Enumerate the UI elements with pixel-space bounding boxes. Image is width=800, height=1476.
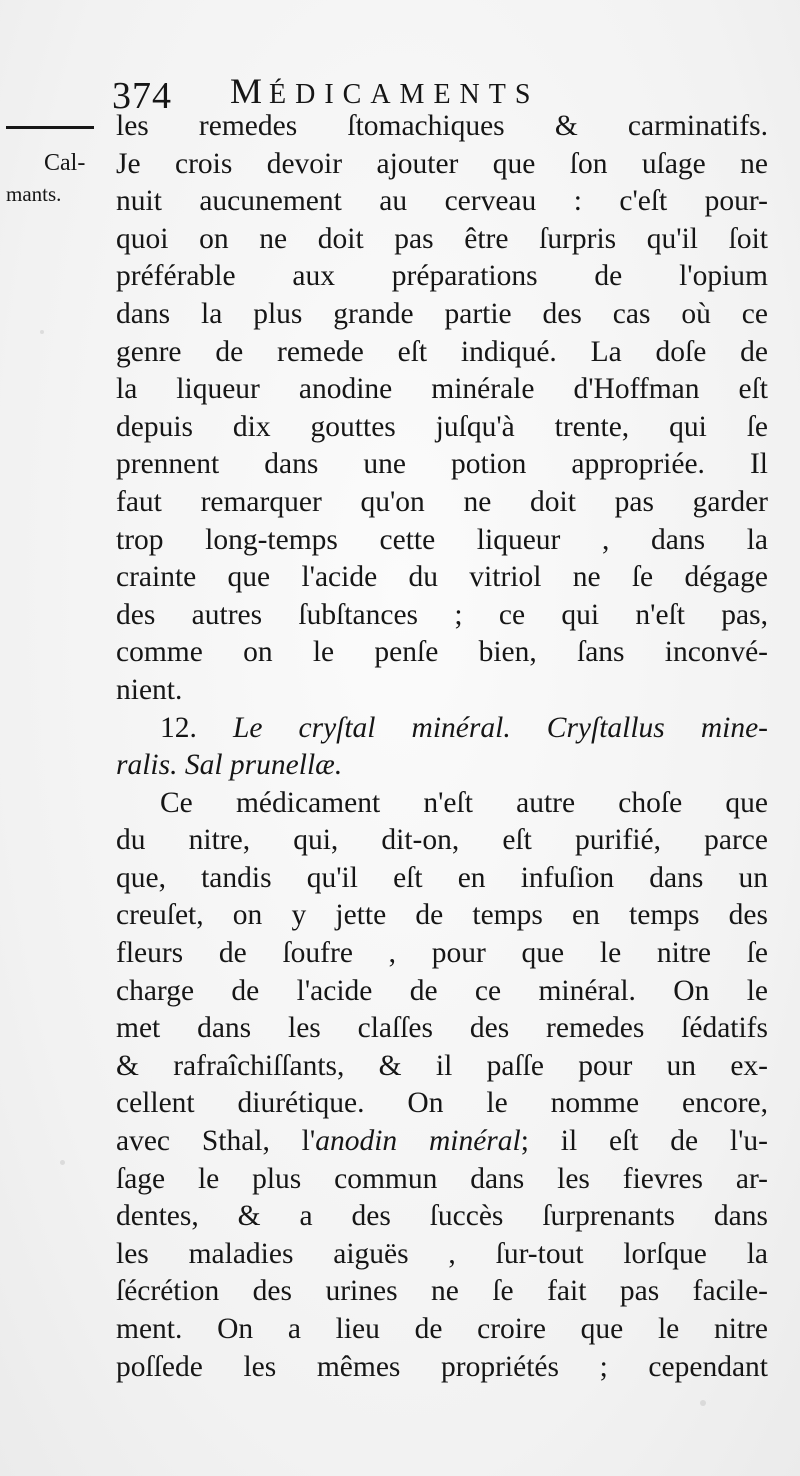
text-line: depuis dix gouttes juſqu'à trente, qui ſe xyxy=(116,410,768,443)
running-title-initial: M xyxy=(230,71,270,111)
paper-speck xyxy=(60,1160,65,1165)
section-number: 12. xyxy=(160,711,197,744)
paper-speck xyxy=(40,330,44,334)
text-line: les maladies aiguës , ſur-tout lorſque la xyxy=(116,1237,768,1270)
heading-line-2: ralis. Sal prunellæ. xyxy=(116,749,343,782)
section-title-french: Le cryſtal minéral. xyxy=(232,711,511,744)
text-line: faut remarquer qu'on ne doit pas garder xyxy=(116,485,768,518)
margin-note-line-1: Cal- xyxy=(44,150,86,176)
text-line: ſécrétion des urines ne ſe fait pas facile- xyxy=(116,1275,768,1308)
text-line: préférable aux préparations de l'opium xyxy=(116,260,768,293)
text-line: & rafraîchiſſants, & il paſſe pour un ex- xyxy=(116,1049,768,1082)
text-line: les remedes ſtomachiques & carminatifs. xyxy=(116,110,768,142)
text-line: poſſede les mêmes propriétés ; cependant xyxy=(116,1350,768,1383)
margin-rule xyxy=(6,126,94,129)
text-line: genre de remede eſt indiqué. La doſe de xyxy=(116,335,768,368)
text-line: ment. On a lieu de croire que le nitre xyxy=(116,1313,768,1345)
text-line: la liqueur anodine minérale d'Hoffman eſt xyxy=(116,373,768,406)
text-line: que, tandis qu'il eſt en infuſion dans un xyxy=(116,861,768,894)
text-line: charge de l'acide de ce minéral. On le xyxy=(116,974,768,1007)
italic-term: anodin minéral xyxy=(315,1125,521,1158)
text-line: fleurs de ſoufre , pour que le nitre ſe xyxy=(116,937,768,970)
text-line: trop long-temps cette liqueur , dans la xyxy=(116,523,768,556)
text-line: du nitre, qui, dit-on, eſt purifié, parce xyxy=(116,824,768,857)
text-segment: avec Sthal, l' xyxy=(116,1125,316,1158)
paper-speck xyxy=(700,1400,706,1406)
text-line: met dans les claſſes des remedes ſédatifs xyxy=(116,1012,768,1045)
text-line-mixed xyxy=(116,1123,768,1161)
text-line: Je crois devoir ajouter que ſon uſage ne xyxy=(116,147,768,180)
paragraph-2 xyxy=(116,785,768,1387)
text-line: quoi on ne doit pas être ſurpris qu'il ſoit xyxy=(116,222,768,255)
section-title-latin: Cryſtallus mine- xyxy=(546,711,769,744)
page-number: 374 xyxy=(112,75,172,117)
text-line: prennent dans une potion appropriée. Il xyxy=(116,448,768,481)
text-line: Ce médicament n'eſt autre choſe que xyxy=(160,786,768,819)
paragraph-1 xyxy=(116,108,768,710)
text-segment: ; il eſt de l'u- xyxy=(520,1125,768,1158)
text-line: dentes, & a des ſuccès ſurprenants dans xyxy=(116,1200,768,1233)
section-heading xyxy=(116,710,768,785)
text-line: dans la plus grande partie des cas où ce xyxy=(116,297,768,330)
text-line: comme on le penſe bien, ſans inconvé- xyxy=(116,636,768,669)
text-line: cellent diurétique. On le nomme encore, xyxy=(116,1087,768,1120)
text-line: ſage le plus commun dans les fievres ar- xyxy=(116,1162,768,1195)
running-title-rest: ÉDICAMENTS xyxy=(269,79,540,110)
text-line: nient. xyxy=(116,673,183,706)
heading-line-1 xyxy=(116,710,768,748)
running-title xyxy=(230,70,539,112)
text-line: crainte que l'acide du vitriol ne ſe dégage xyxy=(116,561,768,594)
body-text xyxy=(116,108,768,1386)
text-line: nuit aucunement au cerveau : c'eſt pour- xyxy=(116,185,768,218)
text-line: des autres ſubſtances ; ce qui n'eſt pas, xyxy=(116,598,768,631)
margin-note-line-2: mants. xyxy=(6,182,62,206)
text-line: creuſet, on y jette de temps en temps des xyxy=(116,899,768,932)
